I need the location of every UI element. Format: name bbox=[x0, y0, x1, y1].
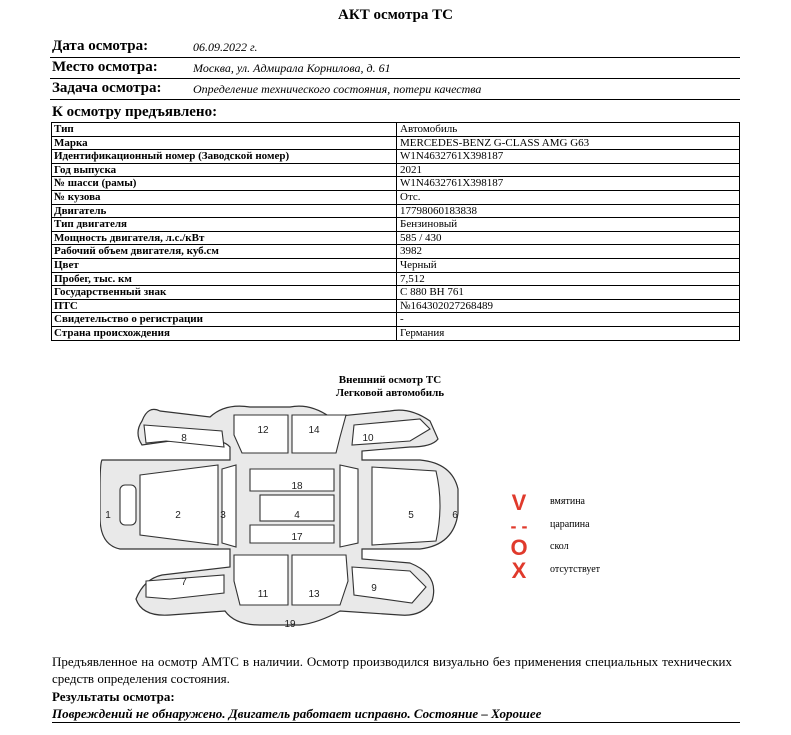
chip-circle-icon: O bbox=[510, 535, 528, 560]
spec-value: 7,512 bbox=[397, 272, 740, 286]
car-body-diagram bbox=[100, 403, 460, 633]
scheme-title-line1: Внешний осмотр ТС bbox=[338, 374, 442, 386]
scratch-dash-icon: - - bbox=[510, 516, 528, 536]
spec-value: Бензиновый bbox=[397, 218, 740, 232]
zone-3-panel bbox=[222, 465, 236, 547]
page-title: АКТ осмотра ТС bbox=[338, 7, 453, 23]
results-text: Повреждений не обнаружено. Двигатель работает исправно. Состояние – Хорошее bbox=[52, 705, 740, 723]
table-row bbox=[52, 299, 740, 313]
results-label: Результаты осмотра: bbox=[52, 689, 175, 704]
zone-label: 17 bbox=[291, 532, 303, 543]
spec-key: Двигатель bbox=[52, 204, 397, 218]
spec-key: Марка bbox=[52, 136, 397, 150]
inspection-task-row bbox=[50, 79, 740, 100]
table-row bbox=[52, 177, 740, 191]
spec-key: Пробег, тыс. км bbox=[52, 272, 397, 286]
spec-value: 17798060183838 bbox=[397, 204, 740, 218]
inspection-place-value: Москва, ул. Адмирала Корнилова, д. 61 bbox=[193, 61, 391, 75]
spec-value: Германия bbox=[397, 326, 740, 340]
scheme-title-line2: Легковой автомобиль bbox=[335, 387, 445, 399]
zone-label: 10 bbox=[362, 433, 374, 444]
zone-label: 6 bbox=[452, 510, 458, 521]
spec-value: 2021 bbox=[397, 163, 740, 177]
legend-label: скол bbox=[550, 541, 569, 552]
table-row bbox=[52, 272, 740, 286]
spec-key: Мощность двигателя, л.с./кВт bbox=[52, 231, 397, 245]
inspection-date-value: 06.09.2022 г. bbox=[193, 40, 258, 54]
spec-key: ПТС bbox=[52, 299, 397, 313]
zone-label: 2 bbox=[175, 510, 181, 521]
zone-label: 12 bbox=[257, 425, 269, 436]
spec-value: 3982 bbox=[397, 245, 740, 259]
inspection-place-label: Место осмотра: bbox=[52, 59, 158, 75]
spec-key: Государственный знак bbox=[52, 286, 397, 300]
table-row bbox=[52, 163, 740, 177]
inspection-note: Предъявленное на осмотр АМТС в наличии. Осмотр производился визуально без применения специальных технических средств определения состояния. bbox=[52, 654, 732, 686]
legend-label: вмятина bbox=[550, 496, 585, 507]
spec-key: Идентификационный номер (Заводской номер) bbox=[52, 150, 397, 164]
legend-label: отсутствует bbox=[550, 564, 601, 575]
table-row bbox=[52, 286, 740, 300]
zone-1-panel bbox=[120, 485, 136, 525]
scheme-title bbox=[290, 374, 490, 400]
spec-value: Автомобиль bbox=[397, 123, 740, 137]
spec-value: W1N4632761X398187 bbox=[397, 177, 740, 191]
zone-2-panel bbox=[140, 465, 218, 545]
inspection-task-label: Задача осмотра: bbox=[52, 80, 162, 96]
zone-label: 13 bbox=[308, 589, 320, 600]
inspection-place-row bbox=[50, 58, 740, 79]
zone-label: 11 bbox=[257, 589, 269, 600]
table-row bbox=[52, 326, 740, 340]
table-row bbox=[52, 313, 740, 327]
table-row bbox=[52, 150, 740, 164]
spec-key: № кузова bbox=[52, 190, 397, 204]
spec-value: W1N4632761X398187 bbox=[397, 150, 740, 164]
spec-key: Рабочий объем двигателя, куб.см bbox=[52, 245, 397, 259]
damage-legend bbox=[508, 490, 648, 585]
rear-window-panel bbox=[340, 465, 358, 547]
inspection-date-row bbox=[50, 37, 740, 58]
vehicle-spec-table bbox=[51, 122, 740, 341]
spec-value: MERCEDES-BENZ G-CLASS AMG G63 bbox=[397, 136, 740, 150]
spec-value: - bbox=[397, 313, 740, 327]
spec-key: Год выпуска bbox=[52, 163, 397, 177]
spec-value: №164302027268489 bbox=[397, 299, 740, 313]
spec-key: Цвет bbox=[52, 258, 397, 272]
table-row bbox=[52, 204, 740, 218]
spec-value: Отс. bbox=[397, 190, 740, 204]
table-row bbox=[52, 190, 740, 204]
zone-label: 4 bbox=[294, 510, 300, 521]
zone-label: 3 bbox=[220, 510, 226, 521]
zone-label: 14 bbox=[308, 425, 320, 436]
zone-5-panel bbox=[372, 467, 440, 545]
table-row bbox=[52, 245, 740, 259]
spec-key: Свидетельство о регистрации bbox=[52, 313, 397, 327]
spec-key: Тип bbox=[52, 123, 397, 137]
spec-key: Страна происхождения bbox=[52, 326, 397, 340]
zone-label: 9 bbox=[371, 583, 377, 594]
spec-value: Черный bbox=[397, 258, 740, 272]
zone-label: 5 bbox=[408, 510, 414, 521]
zone-label: 1 bbox=[105, 510, 111, 521]
zone-label: 7 bbox=[181, 577, 187, 588]
spec-value: 585 / 430 bbox=[397, 231, 740, 245]
table-row bbox=[52, 123, 740, 137]
presented-section-title: К осмотру предъявлено: bbox=[52, 104, 218, 120]
table-row bbox=[52, 218, 740, 232]
zone-label: 19 bbox=[284, 619, 296, 630]
table-row bbox=[52, 231, 740, 245]
spec-key: № шасси (рамы) bbox=[52, 177, 397, 191]
inspection-task-value: Определение технического состояния, потери качества bbox=[193, 82, 482, 96]
inspection-date-label: Дата осмотра: bbox=[52, 38, 149, 54]
table-row bbox=[52, 258, 740, 272]
legend-label: царапина bbox=[550, 519, 590, 530]
table-row bbox=[52, 136, 740, 150]
zone-label: 18 bbox=[291, 481, 303, 492]
spec-value: С 880 ВН 761 bbox=[397, 286, 740, 300]
missing-x-icon: X bbox=[511, 558, 527, 583]
dent-v-icon: V bbox=[511, 490, 527, 515]
spec-key: Тип двигателя bbox=[52, 218, 397, 232]
zone-13-panel bbox=[292, 555, 348, 605]
zone-label: 8 bbox=[181, 433, 187, 444]
